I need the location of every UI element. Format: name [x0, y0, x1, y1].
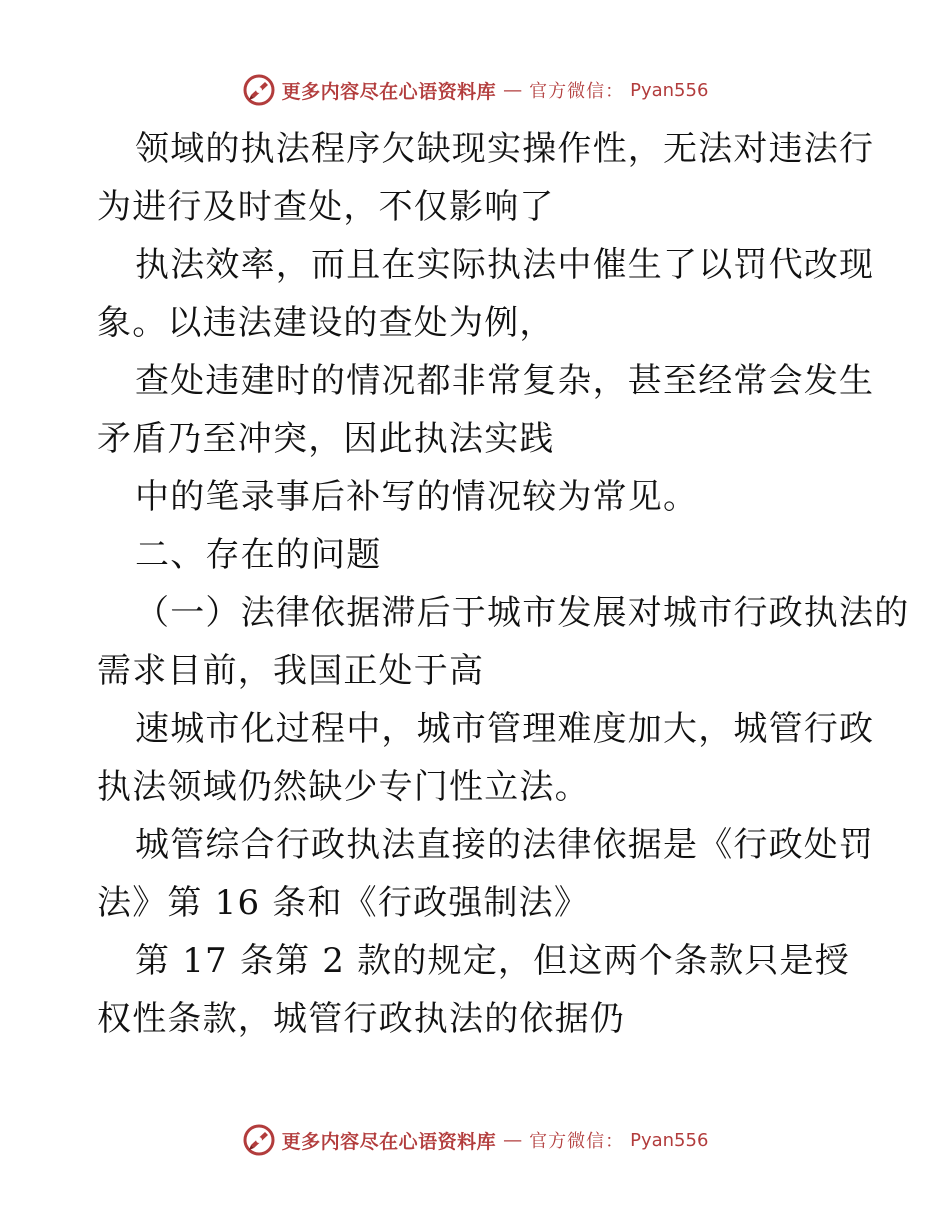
book-pen-logo-icon — [242, 73, 276, 107]
body-line: 矛盾乃至冲突，因此执法实践 — [97, 419, 555, 459]
header-wechat-id: Pyan556 — [630, 79, 709, 101]
header-banner — [0, 70, 950, 110]
section-heading: 二、存在的问题 — [135, 535, 382, 575]
body-line: 执法效率，而且在实际执法中催生了以罚代改现 — [135, 245, 875, 285]
body-line: 速城市化过程中，城市管理难度加大，城管行政 — [135, 709, 875, 749]
body-line: 需求目前，我国正处于高 — [97, 651, 485, 691]
footer-site-text: 更多内容尽在心语资料库 — [281, 1130, 497, 1153]
footer-wechat-id: Pyan556 — [630, 1129, 709, 1151]
body-line: 权性条款，城管行政执法的依据仍 — [97, 999, 625, 1039]
body-line: 法》第 16 条和《行政强制法》 — [97, 883, 590, 923]
body-line: 中的笔录事后补写的情况较为常见。 — [135, 477, 699, 517]
document-body — [97, 120, 910, 1048]
body-line: 象。以违法建设的查处为例， — [97, 303, 555, 343]
subsection-heading: （一）法律依据滞后于城市发展对城市行政执法的 — [135, 593, 910, 633]
footer-dash: — — [503, 1129, 523, 1151]
book-pen-logo-icon — [242, 1123, 276, 1157]
header-site-text: 更多内容尽在心语资料库 — [281, 80, 497, 103]
body-line: 为进行及时查处，不仅影响了 — [97, 187, 555, 227]
body-line: 第 17 条第 2 款的规定，但这两个条款只是授 — [135, 941, 850, 981]
header-wechat-label: 官方微信： — [529, 81, 625, 102]
footer-wechat-label: 官方微信： — [529, 1131, 625, 1152]
footer-banner — [0, 1120, 950, 1160]
body-line: 查处违建时的情况都非常复杂，甚至经常会发生 — [135, 361, 875, 401]
body-line: 城管综合行政执法直接的法律依据是《行政处罚 — [135, 825, 875, 865]
body-line: 执法领域仍然缺少专门性立法。 — [97, 767, 590, 807]
header-dash: — — [503, 79, 523, 101]
body-line: 领域的执法程序欠缺现实操作性，无法对违法行 — [135, 129, 875, 169]
